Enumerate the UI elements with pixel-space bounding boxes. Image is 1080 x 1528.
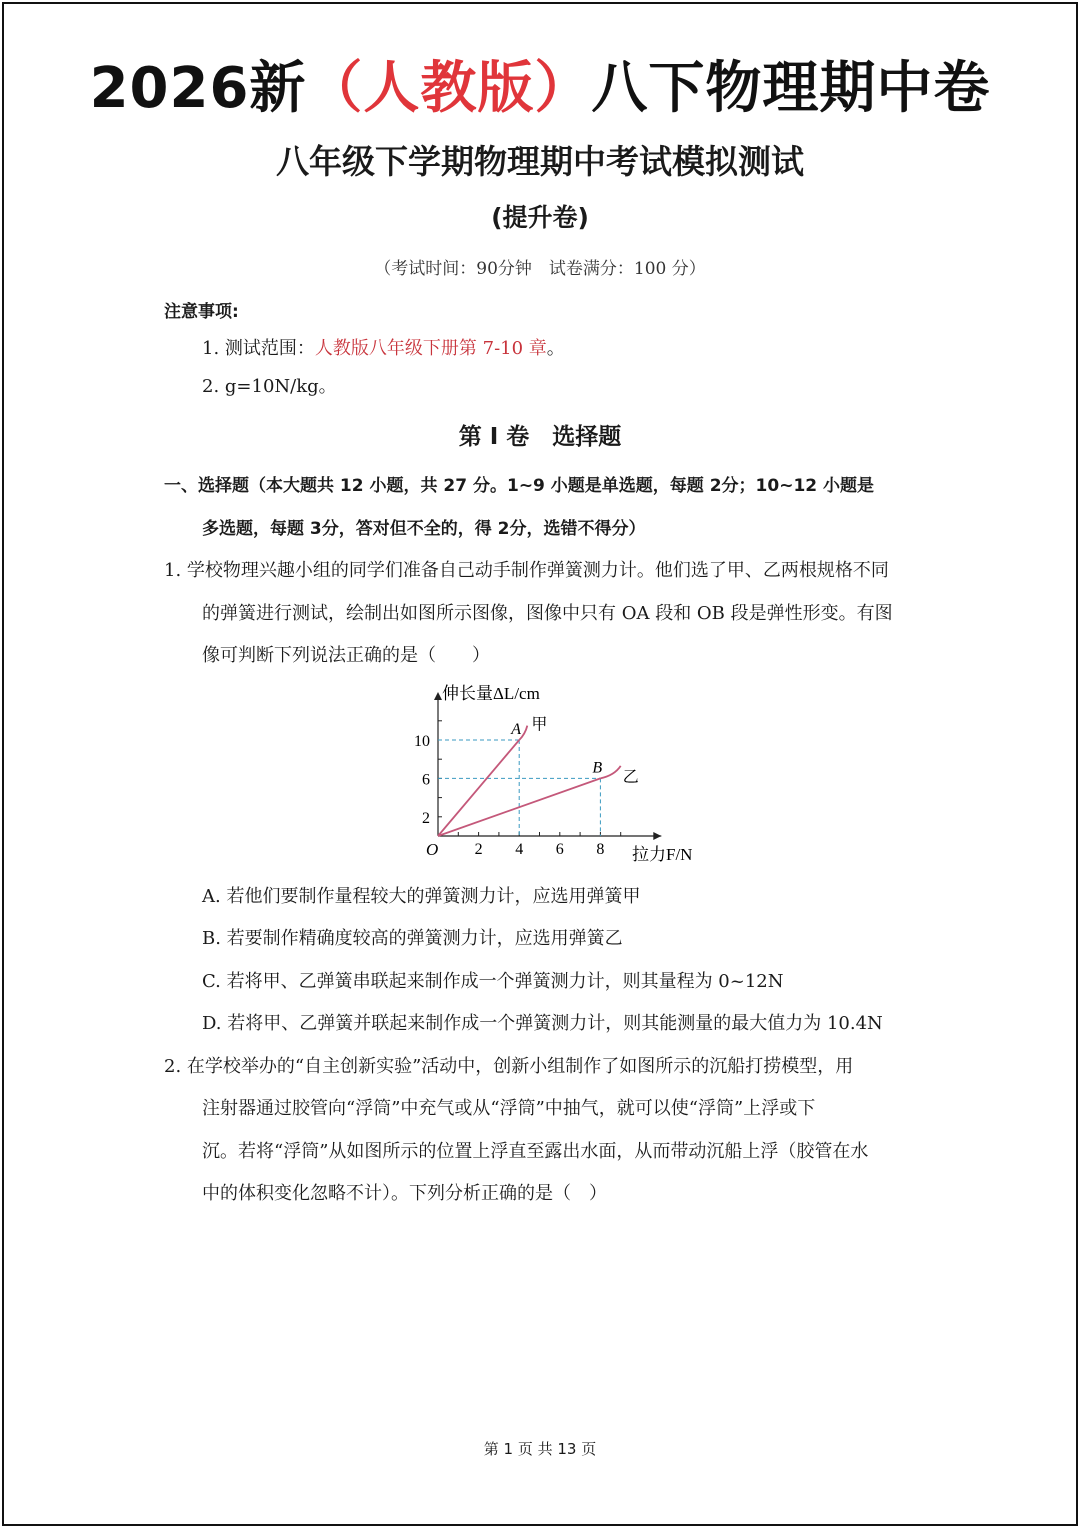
paper-type: (提升卷) bbox=[491, 203, 589, 232]
point-label: A bbox=[511, 721, 521, 738]
q2-line: 中的体积变化忽略不计）。下列分析正确的是（ ） bbox=[202, 1183, 607, 1204]
series-label: 甲 bbox=[531, 716, 548, 734]
series-label: 乙 bbox=[622, 768, 639, 786]
q1-line: 1. 学校物理兴趣小组的同学们准备自己动手制作弹簧测力计。他们选了甲、乙两根规格不同 bbox=[164, 560, 889, 581]
q1-line: 像可判断下列说法正确的是（ ） bbox=[202, 645, 490, 666]
y-axis-label: 伸长量ΔL/cm bbox=[442, 684, 540, 703]
x-axis-arrow bbox=[653, 832, 661, 840]
section-instructions-1: 一、选择题（本大题共 12 小题，共 27 分。1~9 小题是单选题，每题 2分；10~12 小题是 bbox=[164, 476, 875, 496]
q1-option-c: C. 若将甲、乙弹簧串联起来制作成一个弹簧测力计，则其量程为 0~12N bbox=[202, 971, 784, 992]
page-number: 第 1 页 共 13 页 bbox=[483, 1440, 597, 1458]
q1-option-b: B. 若要制作精确度较高的弹簧测力计，应选用弹簧乙 bbox=[202, 928, 623, 949]
q1-option-a: A. 若他们要制作量程较大的弹簧测力计，应选用弹簧甲 bbox=[202, 886, 641, 907]
y-tick-label: 10 bbox=[414, 733, 430, 750]
point-label: B bbox=[592, 759, 603, 777]
document-title: 2026新（人教版）八下物理期中卷 bbox=[89, 56, 991, 121]
notice-item-1: 1. 测试范围：人教版八年级下册第 7-10 章。 bbox=[202, 338, 565, 359]
exam-info: （考试时间：90分钟 试卷满分：100 分） bbox=[374, 259, 706, 279]
notice-item-2: 2. g=10N/kg。 bbox=[202, 376, 337, 397]
section-instructions-2: 多选题，每题 3分，答对但不全的，得 2分，选错不得分） bbox=[202, 519, 646, 539]
q2-line: 注射器通过胶管向“浮筒”中充气或从“浮筒”中抽气，就可以使“浮筒”上浮或下 bbox=[202, 1098, 816, 1119]
section-heading: 第 I 卷 选择题 bbox=[458, 424, 622, 450]
y-tick-label: 6 bbox=[422, 771, 430, 789]
notice-heading: 注意事项: bbox=[164, 302, 239, 322]
x-tick-label: 8 bbox=[596, 841, 605, 858]
q2-line: 沉。若将“浮筒”从如图所示的位置上浮直至露出水面，从而带动沉船上浮（胶管在水 bbox=[202, 1141, 869, 1162]
series-curve-乙 bbox=[600, 766, 620, 778]
x-axis-label: 拉力F/N bbox=[632, 845, 693, 864]
y-tick-label: 2 bbox=[422, 809, 430, 827]
x-tick-label: 4 bbox=[515, 841, 524, 858]
q1-line: 的弹簧进行测试，绘制出如图所示图像，图像中只有 OA 段和 OB 段是弹性形变。有图 bbox=[202, 603, 893, 624]
y-axis-arrow bbox=[434, 692, 442, 700]
origin-label: O bbox=[426, 840, 439, 859]
document-subtitle: 八年级下学期物理期中考试模拟测试 bbox=[276, 142, 804, 181]
x-tick-label: 2 bbox=[474, 841, 483, 858]
q2-line: 2. 在学校举办的“自主创新实验”活动中，创新小组制作了如图所示的沉船打捞模型，用 bbox=[164, 1056, 854, 1077]
q1-option-d: D. 若将甲、乙弹簧并联起来制作成一个弹簧测力计，则其能测量的最大值力为 10.4N bbox=[202, 1013, 883, 1034]
x-tick-label: 6 bbox=[555, 841, 564, 858]
spring-chart bbox=[400, 675, 720, 870]
